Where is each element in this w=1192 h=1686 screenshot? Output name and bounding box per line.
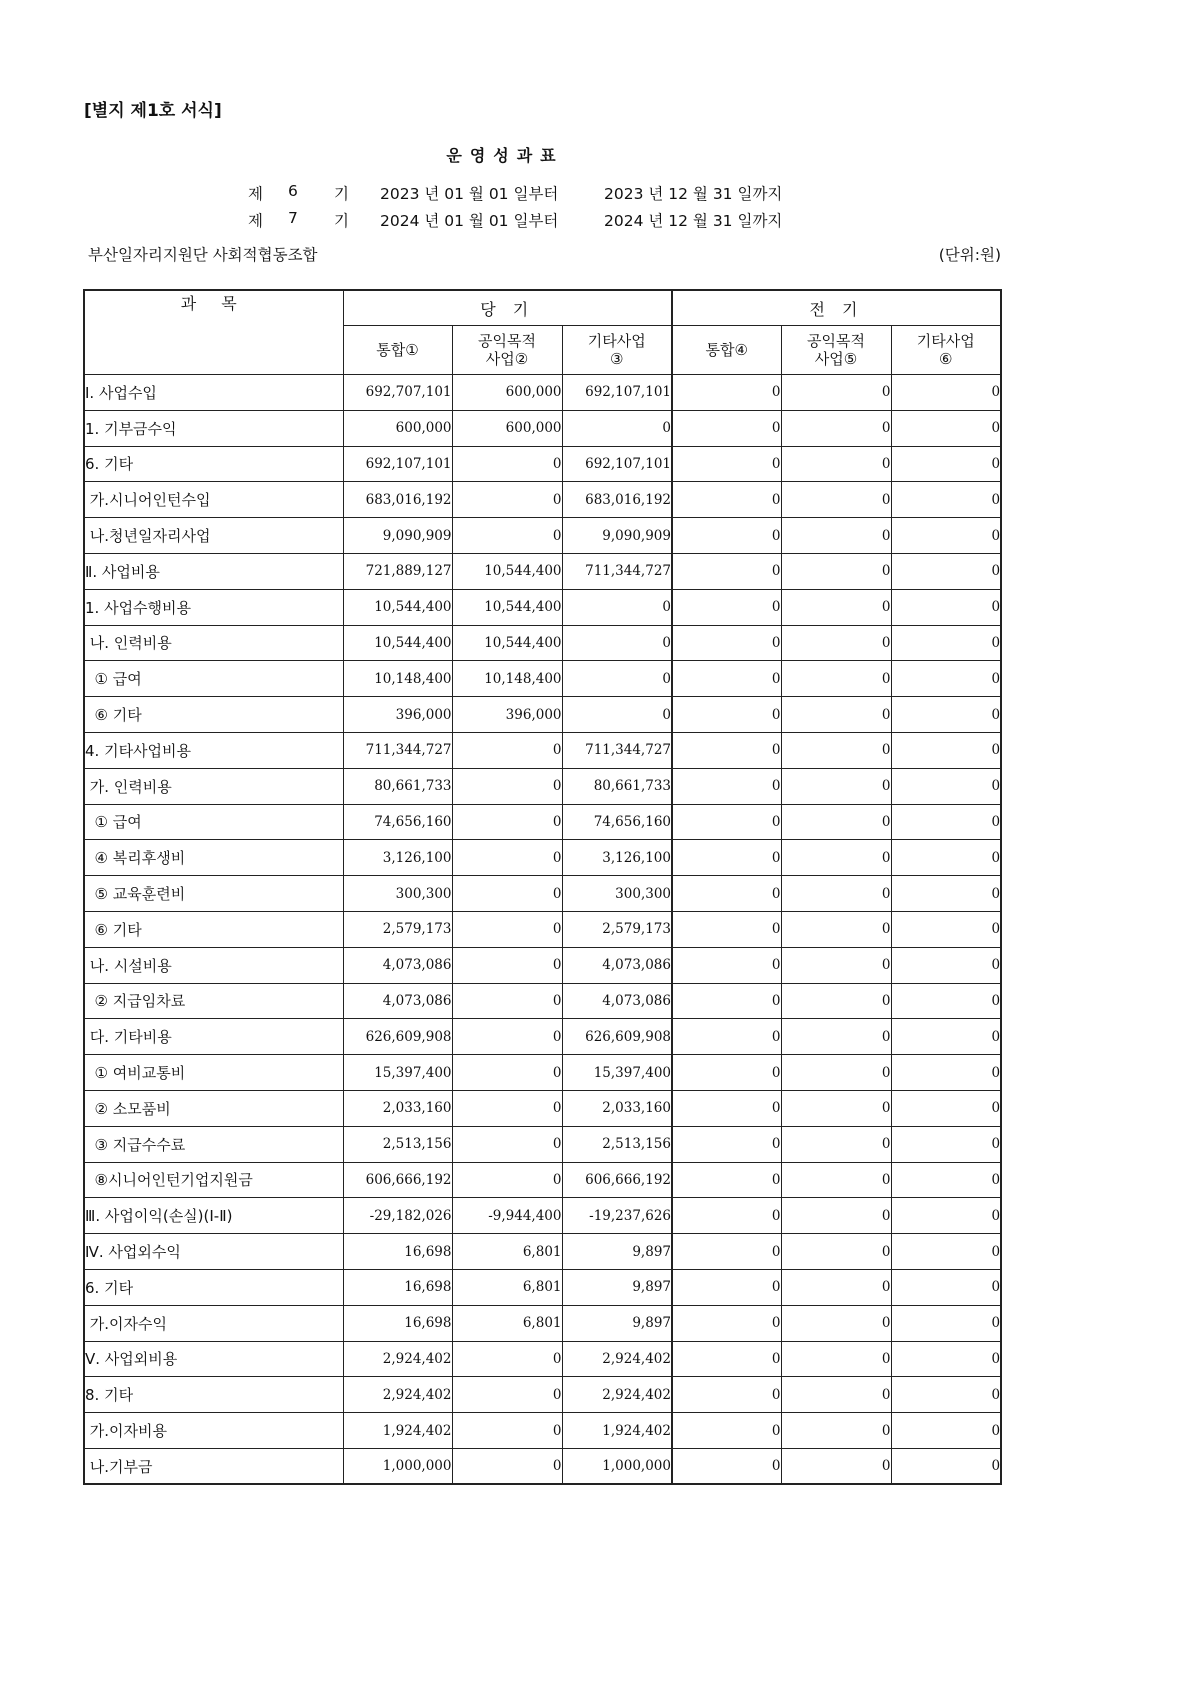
row-value-col-3: 3,126,100 [562,840,672,876]
row-value-col-6: 0 [891,589,1001,625]
row-subject: 나. 시설비용 [84,947,343,983]
row-value-col-5: 0 [781,410,891,446]
row-value-col-4: 0 [672,876,781,912]
row-value-col-2: 6,801 [452,1269,562,1305]
row-value-col-4: 0 [672,1413,781,1449]
row-value-col-3: 606,666,192 [562,1162,672,1198]
row-subject: ⑤ 교육훈련비 [84,876,343,912]
row-value-col-5: 0 [781,983,891,1019]
row-value-col-1: 600,000 [343,410,452,446]
table-row [84,732,1001,768]
row-subject: ② 소모품비 [84,1090,343,1126]
row-subject: ② 지급임차료 [84,983,343,1019]
row-value-col-1: 2,579,173 [343,911,452,947]
row-value-col-1: 10,544,400 [343,589,452,625]
row-value-col-2: 6,801 [452,1234,562,1270]
row-value-col-3: 4,073,086 [562,983,672,1019]
row-value-col-5: 0 [781,1413,891,1449]
row-value-col-4: 0 [672,1090,781,1126]
row-value-col-2: 0 [452,1162,562,1198]
row-value-col-2: 10,544,400 [452,553,562,589]
row-value-col-1: 683,016,192 [343,482,452,518]
operating-results-table [83,289,1002,1485]
row-value-col-1: 692,707,101 [343,375,452,411]
row-value-col-4: 0 [672,840,781,876]
period-gi: 기 [334,185,349,203]
row-subject: 다. 기타비용 [84,1019,343,1055]
table-row [84,1162,1001,1198]
row-value-col-3: 692,107,101 [562,375,672,411]
row-value-col-2: 600,000 [452,410,562,446]
row-subject: Ⅴ. 사업외비용 [84,1341,343,1377]
row-value-col-4: 0 [672,1448,781,1484]
header-col-2: 공익목적 사업② [452,326,562,375]
row-subject: 가.이자비용 [84,1413,343,1449]
row-subject: ⑥ 기타 [84,697,343,733]
row-value-col-5: 0 [781,375,891,411]
row-value-col-1: 2,924,402 [343,1377,452,1413]
row-subject: 가.이자수익 [84,1305,343,1341]
row-value-col-1: 1,924,402 [343,1413,452,1449]
row-value-col-1: 10,148,400 [343,661,452,697]
row-value-col-1: -29,182,026 [343,1198,452,1234]
row-value-col-1: 16,698 [343,1305,452,1341]
row-value-col-6: 0 [891,876,1001,912]
row-value-col-4: 0 [672,1269,781,1305]
row-value-col-6: 0 [891,446,1001,482]
row-subject: ⑧시니어인턴기업지원금 [84,1162,343,1198]
row-subject: ⑥ 기타 [84,911,343,947]
row-value-col-2: 0 [452,446,562,482]
row-value-col-4: 0 [672,589,781,625]
row-value-col-6: 0 [891,732,1001,768]
table-row [84,589,1001,625]
row-value-col-5: 0 [781,482,891,518]
row-value-col-5: 0 [781,840,891,876]
row-value-col-5: 0 [781,1019,891,1055]
row-subject: 나.기부금 [84,1448,343,1484]
table-row [84,911,1001,947]
row-value-col-3: 2,033,160 [562,1090,672,1126]
table-row [84,482,1001,518]
table-row [84,1090,1001,1126]
row-value-col-1: 4,073,086 [343,983,452,1019]
row-value-col-4: 0 [672,1055,781,1091]
row-value-col-2: 0 [452,768,562,804]
table-row [84,518,1001,554]
row-subject: Ⅱ. 사업비용 [84,553,343,589]
header-subject: 과 목 [84,290,343,375]
row-subject: 나. 인력비용 [84,625,343,661]
row-value-col-5: 0 [781,876,891,912]
row-value-col-4: 0 [672,1019,781,1055]
header-col-1: 통합① [343,326,452,375]
row-value-col-3: 2,924,402 [562,1341,672,1377]
row-value-col-2: 0 [452,983,562,1019]
form-label: [별지 제1호 서식] [84,101,222,121]
row-value-col-6: 0 [891,661,1001,697]
row-value-col-3: 0 [562,410,672,446]
row-value-col-3: 2,579,173 [562,911,672,947]
row-value-col-5: 0 [781,661,891,697]
row-value-col-5: 0 [781,804,891,840]
row-value-col-6: 0 [891,1413,1001,1449]
row-value-col-3: 9,897 [562,1234,672,1270]
table-row [84,697,1001,733]
row-value-col-5: 0 [781,1090,891,1126]
row-value-col-1: 16,698 [343,1269,452,1305]
row-value-col-2: 0 [452,518,562,554]
row-value-col-2: 0 [452,1377,562,1413]
row-subject: ④ 복리후생비 [84,840,343,876]
row-value-col-4: 0 [672,375,781,411]
row-value-col-4: 0 [672,661,781,697]
row-value-col-3: 9,897 [562,1269,672,1305]
row-value-col-3: 1,924,402 [562,1413,672,1449]
row-value-col-4: 0 [672,732,781,768]
table-row [84,1377,1001,1413]
table-row [84,1413,1001,1449]
period-je: 제 [248,212,263,230]
row-value-col-3: 711,344,727 [562,732,672,768]
period-gi: 기 [334,212,349,230]
row-value-col-3: 0 [562,661,672,697]
table-row [84,947,1001,983]
row-value-col-3: 0 [562,625,672,661]
row-value-col-1: 80,661,733 [343,768,452,804]
table-row [84,804,1001,840]
row-value-col-3: 1,000,000 [562,1448,672,1484]
row-value-col-5: 0 [781,1341,891,1377]
row-value-col-3: 0 [562,589,672,625]
row-value-col-6: 0 [891,768,1001,804]
row-value-col-5: 0 [781,446,891,482]
row-value-col-3: 711,344,727 [562,553,672,589]
row-value-col-5: 0 [781,697,891,733]
header-col-3: 기타사업 ③ [562,326,672,375]
row-subject: 4. 기타사업비용 [84,732,343,768]
row-subject: 6. 기타 [84,1269,343,1305]
row-value-col-4: 0 [672,947,781,983]
header-previous-period: 전 기 [672,290,1001,326]
row-value-col-5: 0 [781,1269,891,1305]
row-value-col-6: 0 [891,947,1001,983]
row-subject: 가. 인력비용 [84,768,343,804]
organization-name: 부산일자리지원단 사회적협동조합 [88,246,318,264]
row-value-col-2: -9,944,400 [452,1198,562,1234]
row-value-col-1: 2,924,402 [343,1341,452,1377]
row-value-col-1: 15,397,400 [343,1055,452,1091]
row-subject: 8. 기타 [84,1377,343,1413]
row-value-col-2: 10,148,400 [452,661,562,697]
row-value-col-6: 0 [891,983,1001,1019]
period-from: 2023 년 01 월 01 일부터 [380,185,559,203]
row-value-col-5: 0 [781,1198,891,1234]
row-value-col-4: 0 [672,553,781,589]
row-value-col-2: 0 [452,732,562,768]
row-value-col-2: 0 [452,876,562,912]
row-value-col-3: 15,397,400 [562,1055,672,1091]
row-value-col-2: 0 [452,911,562,947]
table-row [84,1019,1001,1055]
row-value-col-4: 0 [672,1162,781,1198]
row-value-col-1: 300,300 [343,876,452,912]
row-value-col-6: 0 [891,1090,1001,1126]
row-value-col-2: 396,000 [452,697,562,733]
row-value-col-6: 0 [891,1198,1001,1234]
row-value-col-6: 0 [891,1377,1001,1413]
row-value-col-6: 0 [891,1341,1001,1377]
table-row [84,1269,1001,1305]
row-value-col-2: 0 [452,804,562,840]
row-value-col-4: 0 [672,446,781,482]
row-value-col-2: 0 [452,482,562,518]
row-value-col-4: 0 [672,768,781,804]
table-row [84,1234,1001,1270]
row-value-col-4: 0 [672,911,781,947]
row-subject: Ⅰ. 사업수입 [84,375,343,411]
row-value-col-3: 9,897 [562,1305,672,1341]
table-row [84,1305,1001,1341]
row-value-col-1: 711,344,727 [343,732,452,768]
row-value-col-6: 0 [891,375,1001,411]
row-subject: ① 급여 [84,661,343,697]
page-title: 운영성과표 [446,146,564,165]
row-value-col-1: 74,656,160 [343,804,452,840]
row-value-col-3: 692,107,101 [562,446,672,482]
row-value-col-4: 0 [672,697,781,733]
row-value-col-4: 0 [672,1377,781,1413]
row-value-col-2: 0 [452,1019,562,1055]
period-to: 2023 년 12 월 31 일까지 [604,185,783,203]
row-value-col-3: 2,513,156 [562,1126,672,1162]
row-value-col-2: 0 [452,1413,562,1449]
row-value-col-1: 9,090,909 [343,518,452,554]
row-value-col-4: 0 [672,518,781,554]
row-value-col-6: 0 [891,1448,1001,1484]
table-row [84,876,1001,912]
row-value-col-1: 4,073,086 [343,947,452,983]
period-from: 2024 년 01 월 01 일부터 [380,212,559,230]
row-value-col-2: 0 [452,1090,562,1126]
row-value-col-2: 600,000 [452,375,562,411]
row-value-col-3: 0 [562,697,672,733]
table-row [84,661,1001,697]
row-value-col-5: 0 [781,732,891,768]
row-value-col-3: 2,924,402 [562,1377,672,1413]
row-subject: 6. 기타 [84,446,343,482]
row-value-col-5: 0 [781,1234,891,1270]
header-current-period: 당 기 [343,290,672,326]
row-value-col-3: 80,661,733 [562,768,672,804]
row-value-col-3: 683,016,192 [562,482,672,518]
row-value-col-5: 0 [781,1055,891,1091]
row-value-col-6: 0 [891,804,1001,840]
row-value-col-2: 0 [452,1055,562,1091]
row-value-col-1: 10,544,400 [343,625,452,661]
row-value-col-4: 0 [672,804,781,840]
row-subject: 가.시니어인턴수입 [84,482,343,518]
row-value-col-4: 0 [672,1305,781,1341]
row-value-col-5: 0 [781,911,891,947]
row-value-col-1: 626,609,908 [343,1019,452,1055]
row-value-col-1: 16,698 [343,1234,452,1270]
table-row [84,375,1001,411]
row-value-col-1: 2,513,156 [343,1126,452,1162]
table-row [84,1198,1001,1234]
row-value-col-6: 0 [891,1019,1001,1055]
row-value-col-5: 0 [781,1126,891,1162]
row-value-col-6: 0 [891,911,1001,947]
row-value-col-1: 692,107,101 [343,446,452,482]
row-value-col-2: 0 [452,947,562,983]
row-value-col-1: 606,666,192 [343,1162,452,1198]
row-value-col-3: 626,609,908 [562,1019,672,1055]
unit-label: (단위:원) [938,246,1001,264]
row-value-col-4: 0 [672,1126,781,1162]
row-value-col-5: 0 [781,1448,891,1484]
row-value-col-4: 0 [672,1341,781,1377]
row-value-col-6: 0 [891,1234,1001,1270]
row-value-col-2: 10,544,400 [452,625,562,661]
row-value-col-6: 0 [891,553,1001,589]
row-value-col-6: 0 [891,518,1001,554]
header-col-5: 공익목적 사업⑤ [781,326,891,375]
table-row [84,1341,1001,1377]
period-je: 제 [248,185,263,203]
row-value-col-3: 300,300 [562,876,672,912]
row-subject: 나.청년일자리사업 [84,518,343,554]
row-value-col-5: 0 [781,947,891,983]
table-row [84,840,1001,876]
header-col-4: 통합④ [672,326,781,375]
table-row [84,768,1001,804]
row-value-col-1: 2,033,160 [343,1090,452,1126]
period-number: 7 [288,209,298,227]
row-value-col-2: 10,544,400 [452,589,562,625]
row-value-col-6: 0 [891,1055,1001,1091]
row-value-col-5: 0 [781,518,891,554]
table-row [84,410,1001,446]
row-value-col-6: 0 [891,1269,1001,1305]
row-subject: ① 급여 [84,804,343,840]
row-value-col-3: 74,656,160 [562,804,672,840]
table-row [84,1055,1001,1091]
row-value-col-5: 0 [781,589,891,625]
row-value-col-6: 0 [891,625,1001,661]
table-row [84,553,1001,589]
row-value-col-3: -19,237,626 [562,1198,672,1234]
row-value-col-1: 396,000 [343,697,452,733]
row-value-col-4: 0 [672,1234,781,1270]
row-value-col-1: 721,889,127 [343,553,452,589]
row-value-col-6: 0 [891,1162,1001,1198]
row-value-col-5: 0 [781,768,891,804]
row-value-col-5: 0 [781,553,891,589]
table-row [84,1126,1001,1162]
header-col-6: 기타사업 ⑥ [891,326,1001,375]
row-value-col-2: 0 [452,840,562,876]
table-row [84,983,1001,1019]
row-value-col-2: 6,801 [452,1305,562,1341]
row-value-col-6: 0 [891,482,1001,518]
row-subject: ③ 지급수수료 [84,1126,343,1162]
table-row [84,446,1001,482]
row-value-col-6: 0 [891,1126,1001,1162]
period-to: 2024 년 12 월 31 일까지 [604,212,783,230]
row-value-col-6: 0 [891,840,1001,876]
row-value-col-1: 1,000,000 [343,1448,452,1484]
row-value-col-6: 0 [891,697,1001,733]
row-value-col-2: 0 [452,1448,562,1484]
row-subject: Ⅲ. 사업이익(손실)(Ⅰ-Ⅱ) [84,1198,343,1234]
row-value-col-2: 0 [452,1341,562,1377]
row-value-col-3: 4,073,086 [562,947,672,983]
row-value-col-2: 0 [452,1126,562,1162]
row-value-col-5: 0 [781,625,891,661]
row-value-col-5: 0 [781,1305,891,1341]
row-value-col-4: 0 [672,983,781,1019]
row-value-col-3: 9,090,909 [562,518,672,554]
row-value-col-5: 0 [781,1162,891,1198]
row-value-col-5: 0 [781,1377,891,1413]
row-value-col-6: 0 [891,410,1001,446]
table-row [84,1448,1001,1484]
row-subject: ① 여비교통비 [84,1055,343,1091]
row-value-col-4: 0 [672,410,781,446]
row-subject: 1. 사업수행비용 [84,589,343,625]
row-value-col-4: 0 [672,625,781,661]
row-value-col-1: 3,126,100 [343,840,452,876]
row-subject: 1. 기부금수익 [84,410,343,446]
row-value-col-4: 0 [672,482,781,518]
table-body [84,375,1001,1485]
table-row [84,625,1001,661]
row-value-col-6: 0 [891,1305,1001,1341]
row-subject: Ⅳ. 사업외수익 [84,1234,343,1270]
row-value-col-4: 0 [672,1198,781,1234]
period-number: 6 [288,182,298,200]
